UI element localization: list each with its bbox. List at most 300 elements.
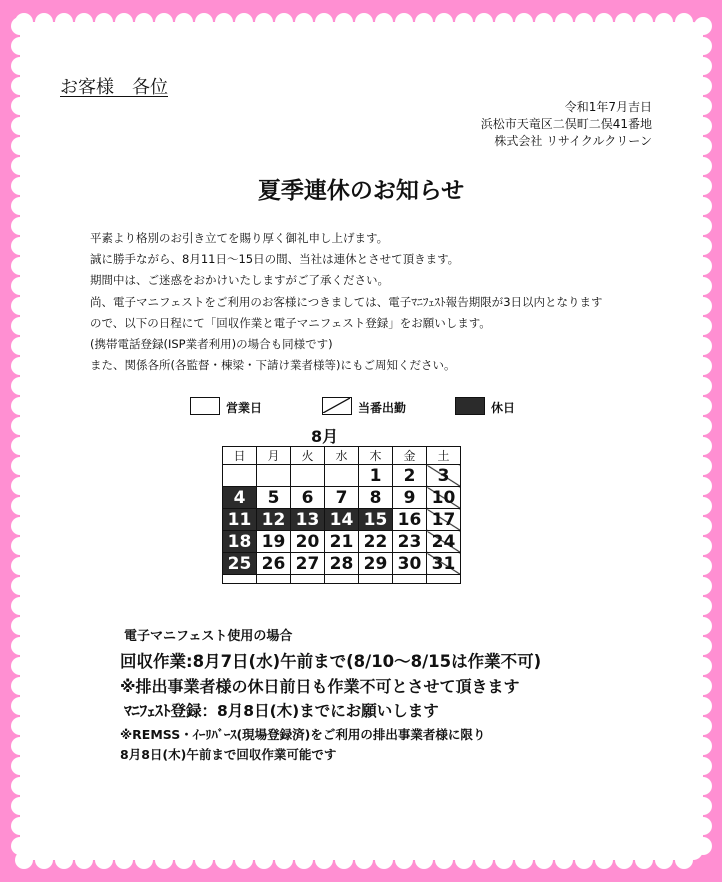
- scallop-dot: [15, 124, 19, 128]
- scallop-dot: [704, 484, 708, 488]
- calendar-day: 1: [359, 465, 393, 487]
- notice-date: 令和1年7月吉日: [564, 100, 652, 114]
- scallop-dot: [704, 424, 708, 428]
- calendar-day: 5: [257, 487, 291, 509]
- scallop-dot: [322, 17, 326, 21]
- calendar-empty-cell: [325, 465, 359, 487]
- scallop: [75, 13, 93, 31]
- scallop: [694, 837, 712, 855]
- scallop: [11, 597, 29, 615]
- scallop-dot: [422, 17, 426, 21]
- scallop: [515, 13, 533, 31]
- notice-title: 夏季連休のお知らせ: [257, 178, 465, 204]
- calendar-week-row: [223, 531, 461, 553]
- scallop: [135, 13, 153, 31]
- scallop: [175, 851, 193, 869]
- scallop-dot: [322, 861, 326, 865]
- calendar-day-duty: 10: [427, 487, 461, 509]
- scallop: [11, 257, 29, 275]
- scallop-dot: [704, 704, 708, 708]
- scallop-dot: [602, 17, 606, 21]
- calendar-day: 19: [257, 531, 291, 553]
- scallop: [694, 597, 712, 615]
- scallop: [11, 397, 29, 415]
- scallop-dot: [15, 764, 19, 768]
- scallop: [415, 13, 433, 31]
- company-name: 株式会社 リサイクルクリーン: [494, 134, 652, 148]
- scallop: [694, 277, 712, 295]
- manifest-heading: 電子マニフェスト使用の場合: [124, 629, 293, 644]
- scallop-dot: [142, 861, 146, 865]
- scallop-dot: [704, 224, 708, 228]
- scallop-dot: [542, 17, 546, 21]
- calendar-day: 16: [393, 509, 427, 531]
- scallop-dot: [15, 424, 19, 428]
- scallop: [615, 851, 633, 869]
- scallop-dot: [622, 17, 626, 21]
- scallop-dot: [522, 861, 526, 865]
- scallop: [355, 13, 373, 31]
- collection-deadline: 回収作業:8月7日(水)午前まで(8/10～8/15は作業不可): [120, 652, 542, 671]
- scallop: [694, 777, 712, 795]
- scallop-dot: [704, 304, 708, 308]
- diagonal-slash-icon: [323, 398, 350, 413]
- scallop-dot: [704, 604, 708, 608]
- calendar-day: 27: [291, 553, 325, 575]
- scallop: [35, 851, 53, 869]
- scallop: [694, 737, 712, 755]
- scallop: [11, 777, 29, 795]
- calendar-day-holiday: 25: [223, 553, 257, 575]
- scallop-dot: [704, 624, 708, 628]
- scallop: [275, 851, 293, 869]
- scallop-dot: [15, 564, 19, 568]
- scallop: [11, 97, 29, 115]
- scallop: [535, 851, 553, 869]
- calendar-day-holiday: 13: [291, 509, 325, 531]
- scallop-dot: [522, 17, 526, 21]
- scallop-dot: [704, 724, 708, 728]
- scallop-dot: [382, 861, 386, 865]
- scallop-dot: [282, 17, 286, 21]
- scallop: [694, 637, 712, 655]
- scallop: [694, 797, 712, 815]
- scallop-dot: [15, 604, 19, 608]
- scallop: [675, 851, 693, 869]
- scallop-dot: [162, 861, 166, 865]
- scallop: [395, 851, 413, 869]
- scallop-dot: [15, 724, 19, 728]
- scallop-dot: [582, 17, 586, 21]
- scallop: [694, 437, 712, 455]
- scallop-dot: [704, 564, 708, 568]
- august-calendar: [222, 446, 461, 584]
- scallop: [11, 557, 29, 575]
- scallop-dot: [382, 17, 386, 21]
- scallop: [11, 457, 29, 475]
- scallop: [11, 757, 29, 775]
- scallop: [655, 851, 673, 869]
- scallop-dot: [142, 17, 146, 21]
- scallop-dot: [704, 324, 708, 328]
- scallop: [694, 397, 712, 415]
- calendar-day-holiday: 15: [359, 509, 393, 531]
- body-line: また、関係各所(各監督・棟梁・下請け業者様等)にもご周知ください。: [90, 358, 456, 373]
- scallop-dot: [15, 624, 19, 628]
- scallop: [115, 851, 133, 869]
- calendar-day-duty: 3: [427, 465, 461, 487]
- company-address: 浜松市天竜区二俣町二俣41番地: [480, 117, 652, 131]
- scallop: [455, 13, 473, 31]
- scallop-dot: [15, 344, 19, 348]
- scallop-dot: [704, 264, 708, 268]
- scallop: [11, 477, 29, 495]
- scallop: [195, 13, 213, 31]
- remss-note: ※REMSS・ｲｰﾘﾊﾞｰｽ(現場登録済)をご利用の排出事業者様に限り: [120, 727, 486, 742]
- scallop-dot: [162, 17, 166, 21]
- scallop-dot: [15, 464, 19, 468]
- scallop: [694, 417, 712, 435]
- scallop: [415, 851, 433, 869]
- scallop-dot: [704, 764, 708, 768]
- scallop: [495, 13, 513, 31]
- scallop: [575, 13, 593, 31]
- scallop: [295, 851, 313, 869]
- scallop-dot: [682, 17, 686, 21]
- scallop-dot: [202, 861, 206, 865]
- calendar-day: 30: [393, 553, 427, 575]
- scallop-dot: [182, 861, 186, 865]
- scallop: [11, 617, 29, 635]
- scallop-dot: [15, 304, 19, 308]
- scallop-dot: [15, 784, 19, 788]
- scallop-dot: [15, 284, 19, 288]
- scallop-dot: [704, 844, 708, 848]
- scallop: [694, 457, 712, 475]
- scallop-dot: [15, 444, 19, 448]
- scallop-dot: [642, 17, 646, 21]
- scallop-dot: [642, 861, 646, 865]
- scallop: [475, 13, 493, 31]
- calendar-empty-cell: [325, 575, 359, 584]
- calendar-day-holiday: 4: [223, 487, 257, 509]
- scallop-dot: [15, 224, 19, 228]
- scallop: [11, 277, 29, 295]
- scallop-dot: [15, 644, 19, 648]
- scallop-dot: [202, 17, 206, 21]
- scallop: [694, 257, 712, 275]
- calendar-week-row: [223, 509, 461, 531]
- weekday-sat: 土: [427, 447, 461, 465]
- scallop-dot: [704, 684, 708, 688]
- body-line: 平素より格別のお引き立てを賜り厚く御礼申し上げます。: [90, 231, 389, 245]
- scallop-dot: [704, 664, 708, 668]
- calendar-day: 22: [359, 531, 393, 553]
- scallop-dot: [682, 861, 686, 865]
- scallop-dot: [342, 861, 346, 865]
- calendar-empty-cell: [257, 575, 291, 584]
- scallop: [455, 851, 473, 869]
- scallop-dot: [704, 384, 708, 388]
- body-line: (携帯電話登録(ISP業者利用)の場合も同様です): [90, 337, 333, 352]
- scallop-dot: [704, 164, 708, 168]
- weekday-fri: 金: [393, 447, 427, 465]
- scallop: [694, 617, 712, 635]
- scallop-dot: [542, 861, 546, 865]
- scallop-dot: [15, 64, 19, 68]
- scallop: [255, 851, 273, 869]
- scallop-dot: [704, 104, 708, 108]
- scallop: [675, 13, 693, 31]
- scallop: [555, 851, 573, 869]
- scallop-dot: [122, 861, 126, 865]
- scallop-dot: [704, 524, 708, 528]
- scallop: [694, 57, 712, 75]
- scallop-dot: [102, 17, 106, 21]
- scallop-dot: [62, 17, 66, 21]
- scallop-dot: [15, 104, 19, 108]
- scallop-dot: [704, 744, 708, 748]
- scallop: [75, 851, 93, 869]
- scallop-dot: [42, 17, 46, 21]
- scallop: [694, 497, 712, 515]
- scallop-dot: [15, 504, 19, 508]
- scallop: [11, 117, 29, 135]
- legend-holiday-swatch: [455, 397, 485, 415]
- scallop-dot: [704, 64, 708, 68]
- weekday-thu: 木: [359, 447, 393, 465]
- calendar-empty-cell: [291, 465, 325, 487]
- scallop: [335, 13, 353, 31]
- scallop: [11, 417, 29, 435]
- legend-duty-day-swatch: [322, 397, 352, 415]
- weekday-wed: 水: [325, 447, 359, 465]
- scallop-dot: [15, 364, 19, 368]
- scallop: [435, 851, 453, 869]
- scallop: [11, 237, 29, 255]
- scallop: [555, 13, 573, 31]
- scallop-dot: [704, 84, 708, 88]
- scallop-dot: [82, 17, 86, 21]
- scallop-dot: [704, 464, 708, 468]
- scallop-dot: [262, 861, 266, 865]
- notice-body: [90, 228, 603, 376]
- scallop-dot: [15, 324, 19, 328]
- manifest-instructions: [120, 625, 541, 763]
- scallop-dot: [704, 784, 708, 788]
- scallop-dot: [342, 17, 346, 21]
- calendar-day-holiday: 11: [223, 509, 257, 531]
- scallop: [335, 851, 353, 869]
- scallop: [355, 851, 373, 869]
- scallop: [694, 137, 712, 155]
- scallop: [215, 13, 233, 31]
- scallop-dot: [362, 861, 366, 865]
- scallop: [315, 851, 333, 869]
- scallop-dot: [442, 861, 446, 865]
- scallop-dot: [22, 861, 26, 865]
- scallop: [615, 13, 633, 31]
- scallop: [35, 13, 53, 31]
- scallop: [11, 537, 29, 555]
- scallop-dot: [482, 861, 486, 865]
- scallop: [11, 677, 29, 695]
- scallop-dot: [82, 861, 86, 865]
- scallop: [115, 13, 133, 31]
- scallop: [11, 57, 29, 75]
- scallop: [435, 13, 453, 31]
- salutation: お客様 各位: [60, 77, 168, 98]
- scallop: [575, 851, 593, 869]
- scallop: [635, 13, 653, 31]
- scallop-dot: [42, 861, 46, 865]
- scallop: [175, 13, 193, 31]
- scallop-dot: [462, 17, 466, 21]
- scallop-dot: [602, 861, 606, 865]
- scallop: [694, 697, 712, 715]
- scallop-dot: [704, 504, 708, 508]
- scallop: [155, 851, 173, 869]
- calendar-day-holiday: 18: [223, 531, 257, 553]
- scallop-dot: [704, 644, 708, 648]
- scallop: [135, 851, 153, 869]
- scallop: [11, 817, 29, 835]
- scallop-dot: [662, 861, 666, 865]
- scallop: [375, 13, 393, 31]
- scallop: [375, 851, 393, 869]
- scallop: [655, 13, 673, 31]
- scallop: [11, 717, 29, 735]
- scallop-dot: [704, 364, 708, 368]
- calendar-day: 8: [359, 487, 393, 509]
- calendar-day-duty: 31: [427, 553, 461, 575]
- calendar-day: 6: [291, 487, 325, 509]
- scallop-dot: [582, 861, 586, 865]
- scallop: [11, 217, 29, 235]
- scallop-dot: [704, 584, 708, 588]
- weekday-sun: 日: [223, 447, 257, 465]
- scallop: [694, 817, 712, 835]
- scallop: [55, 13, 73, 31]
- scallop: [11, 517, 29, 535]
- scallop: [694, 517, 712, 535]
- legend-duty-day-label: 当番出勤: [358, 401, 407, 415]
- scallop: [694, 337, 712, 355]
- scallop: [95, 13, 113, 31]
- scallop-dot: [262, 17, 266, 21]
- scallop-dot: [15, 144, 19, 148]
- scallop: [694, 217, 712, 235]
- scallop: [275, 13, 293, 31]
- calendar-day: 2: [393, 465, 427, 487]
- calendar-day: 20: [291, 531, 325, 553]
- scallop: [694, 17, 712, 35]
- scallop: [215, 851, 233, 869]
- calendar-day: 28: [325, 553, 359, 575]
- calendar-empty-cell: [427, 575, 461, 584]
- calendar-empty-cell: [393, 575, 427, 584]
- calendar-day-duty: 24: [427, 531, 461, 553]
- scallop: [11, 697, 29, 715]
- scallop-dot: [122, 17, 126, 21]
- scallop-dot: [704, 24, 708, 28]
- manifest-registration-deadline: ﾏﾆﾌｪｽﾄ登録：8月8日(木)までにお願いします: [124, 702, 439, 720]
- calendar-day-holiday: 14: [325, 509, 359, 531]
- scallop: [11, 37, 29, 55]
- calendar-body: [223, 465, 461, 584]
- scallop: [11, 837, 29, 855]
- body-line: 尚、電子マニフェストをご利用のお客様につきましては、電子ﾏﾆﾌｪｽﾄ報告期限が3日以内となります: [90, 294, 603, 309]
- calendar-day: 26: [257, 553, 291, 575]
- weekday-header-row: [223, 447, 461, 465]
- scallop-dot: [15, 684, 19, 688]
- scallop-dot: [15, 584, 19, 588]
- calendar-week-row: [223, 487, 461, 509]
- body-line: ので、以下の日程にて「回収作業と電子マニフェスト登録」をお願いします。: [90, 315, 491, 330]
- body-line: 誠に勝手ながら、8月11日～15日の間、当社は連休とさせて頂きます。: [90, 252, 460, 267]
- scallop: [155, 13, 173, 31]
- calendar-empty-cell: [223, 465, 257, 487]
- scallop-dot: [15, 84, 19, 88]
- scallop: [11, 657, 29, 675]
- scallop: [11, 497, 29, 515]
- scallop: [694, 317, 712, 335]
- scallop: [11, 17, 29, 35]
- scallop-dot: [182, 17, 186, 21]
- scallop-dot: [15, 804, 19, 808]
- scallop-dot: [62, 861, 66, 865]
- scallop-dot: [622, 861, 626, 865]
- calendar-day: 21: [325, 531, 359, 553]
- scallop: [694, 297, 712, 315]
- scallop-dot: [422, 861, 426, 865]
- scallop-dot: [704, 144, 708, 148]
- scallop-dot: [704, 544, 708, 548]
- scallop: [694, 757, 712, 775]
- scallop-dot: [15, 704, 19, 708]
- scallop-dot: [15, 164, 19, 168]
- scallop-dot: [704, 804, 708, 808]
- scallop: [694, 537, 712, 555]
- scallop: [515, 851, 533, 869]
- scallop: [255, 13, 273, 31]
- scallop-dot: [282, 861, 286, 865]
- scallop: [694, 577, 712, 595]
- scallop-dot: [502, 17, 506, 21]
- calendar-day-duty: 17: [427, 509, 461, 531]
- scallop-dot: [242, 17, 246, 21]
- scallop-dot: [15, 844, 19, 848]
- scallop-dot: [402, 17, 406, 21]
- scallop-dot: [15, 44, 19, 48]
- scallop-dot: [562, 17, 566, 21]
- scallop-dot: [462, 861, 466, 865]
- scallop: [11, 297, 29, 315]
- scallop: [11, 77, 29, 95]
- scallop-dot: [562, 861, 566, 865]
- scallop-dot: [362, 17, 366, 21]
- scallop: [95, 851, 113, 869]
- scallop: [694, 117, 712, 135]
- calendar-week-row: [223, 465, 461, 487]
- scallop: [694, 377, 712, 395]
- scallop: [595, 851, 613, 869]
- scallop: [694, 557, 712, 575]
- scallop-dot: [502, 861, 506, 865]
- scallop: [694, 237, 712, 255]
- scallop-dot: [704, 124, 708, 128]
- calendar-day: 7: [325, 487, 359, 509]
